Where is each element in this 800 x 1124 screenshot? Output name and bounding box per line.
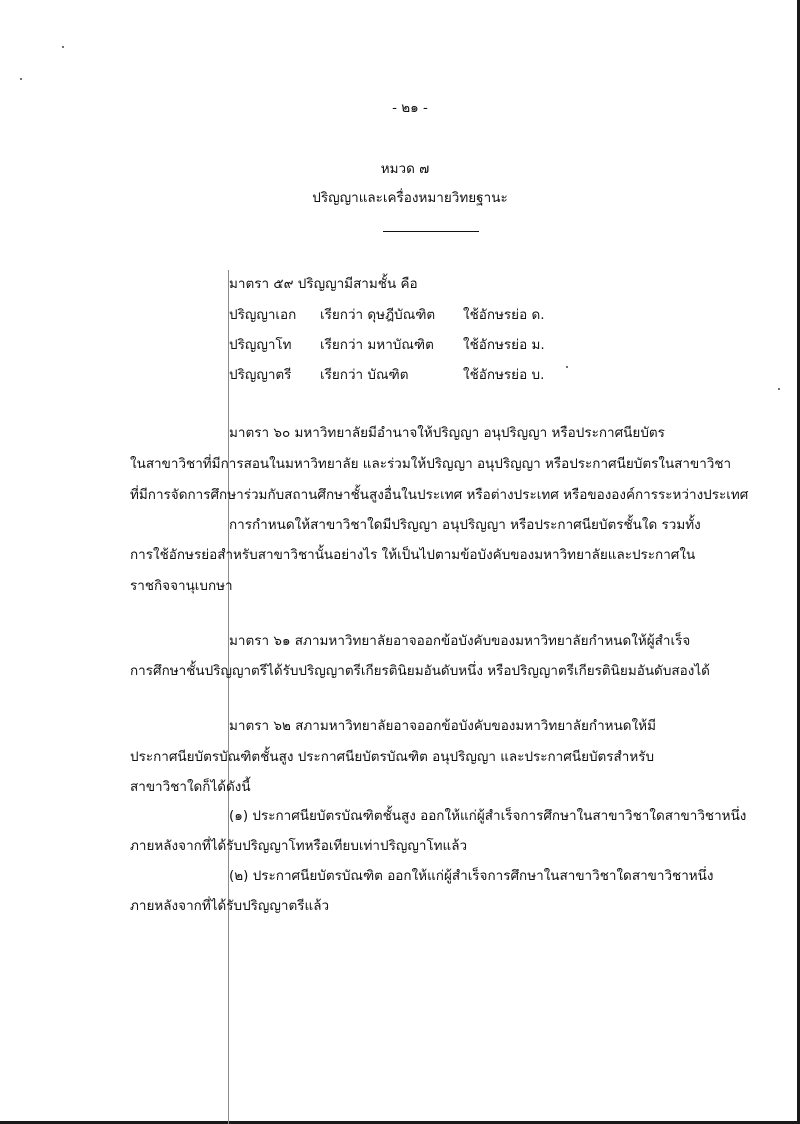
chapter-subtitle: ปริญญาและเครื่องหมายวิทยฐานะ bbox=[312, 190, 508, 206]
scan-speck bbox=[566, 366, 568, 368]
degree-title: เรียกว่า ดุษฎีบัณฑิต bbox=[320, 307, 436, 323]
section-60-line: การกำหนดให้สาขาวิชาใดมีปริญญา อนุปริญญา หรือประกาศนียบัตรชั้นใด รวมทั้ง bbox=[229, 517, 701, 533]
heading-divider bbox=[383, 231, 479, 232]
scan-speck bbox=[62, 46, 64, 48]
section-60-line: ราชกิจจานุเบกษา bbox=[130, 578, 233, 594]
section-62-line: ภายหลังจากที่ได้รับปริญญาโทหรือเทียบเท่าปริญญาโทแล้ว bbox=[130, 838, 468, 854]
section-62-line: มาตรา ๖๒ สภามหาวิทยาลัยอาจออกข้อบังคับของมหาวิทยาลัยกำหนดให้มี bbox=[229, 718, 656, 734]
section-59-heading: มาตรา ๕๙ ปริญญามีสามชั้น คือ bbox=[229, 276, 418, 292]
section-60-line: มาตรา ๖๐ มหาวิทยาลัยมีอำนาจให้ปริญญา อนุปริญญา หรือประกาศนียบัตร bbox=[229, 425, 665, 441]
section-60-line: ที่มีการจัดการศึกษาร่วมกับสถานศึกษาชั้นสูงอื่นในประเทศ หรือต่างประเทศ หรือขององค์การระหว่างประเทศ bbox=[130, 487, 749, 503]
degree-title: เรียกว่า บัณฑิต bbox=[320, 367, 409, 383]
degree-level: ปริญญาโท bbox=[229, 337, 292, 353]
chapter-title: หมวด ๗ bbox=[380, 161, 430, 177]
section-62-line: ประกาศนียบัตรบัณฑิตชั้นสูง ประกาศนียบัตรบัณฑิต อนุปริญญา และประกาศนียบัตรสำหรับ bbox=[130, 749, 655, 765]
section-62-line: (๑) ประกาศนียบัตรบัณฑิตชั้นสูง ออกให้แก่ผู้สำเร็จการศึกษาในสาขาวิชาใดสาขาวิชาหนึ่ง bbox=[229, 808, 747, 824]
section-61-line: การศึกษาชั้นปริญญาตรีได้รับปริญญาตรีเกียรตินิยมอันดับหนึ่ง หรือปริญญาตรีเกียรตินิยมอันดับสองได้ bbox=[130, 663, 710, 679]
scan-artifact-line bbox=[228, 270, 229, 1124]
degree-abbreviation: ใช้อักษรย่อ ม. bbox=[463, 337, 545, 353]
section-62-line: (๒) ประกาศนียบัตรบัณฑิต ออกให้แก่ผู้สำเร็จการศึกษาในสาขาวิชาใดสาขาวิชาหนึ่ง bbox=[229, 868, 714, 884]
page-number: - ๒๑ - bbox=[392, 100, 428, 116]
scan-speck bbox=[778, 388, 780, 390]
degree-abbreviation: ใช้อักษรย่อ บ. bbox=[463, 367, 545, 383]
degree-title: เรียกว่า มหาบัณฑิต bbox=[320, 337, 434, 353]
degree-level: ปริญญาเอก bbox=[229, 307, 297, 323]
degree-abbreviation: ใช้อักษรย่อ ด. bbox=[463, 307, 545, 323]
section-60-line: การใช้อักษรย่อสำหรับสาขาวิชานั้นอย่างไร ให้เป็นไปตามข้อบังคับของมหาวิทยาลัยและประกาศใน bbox=[130, 547, 696, 563]
degree-level: ปริญญาตรี bbox=[229, 367, 292, 383]
section-60-line: ในสาขาวิชาที่มีการสอนในมหาวิทยาลัย และร่วมให้ปริญญา อนุปริญญา หรือประกาศนียบัตรในสาขาวิชา bbox=[130, 456, 732, 472]
section-62-line: สาขาวิชาใดก็ได้ดังนี้ bbox=[130, 779, 251, 795]
section-61-line: มาตรา ๖๑ สภามหาวิทยาลัยอาจออกข้อบังคับของมหาวิทยาลัยกำหนดให้ผู้สำเร็จ bbox=[229, 633, 691, 649]
scan-speck bbox=[20, 78, 22, 80]
section-62-line: ภายหลังจากที่ได้รับปริญญาตรีแล้ว bbox=[130, 898, 330, 914]
